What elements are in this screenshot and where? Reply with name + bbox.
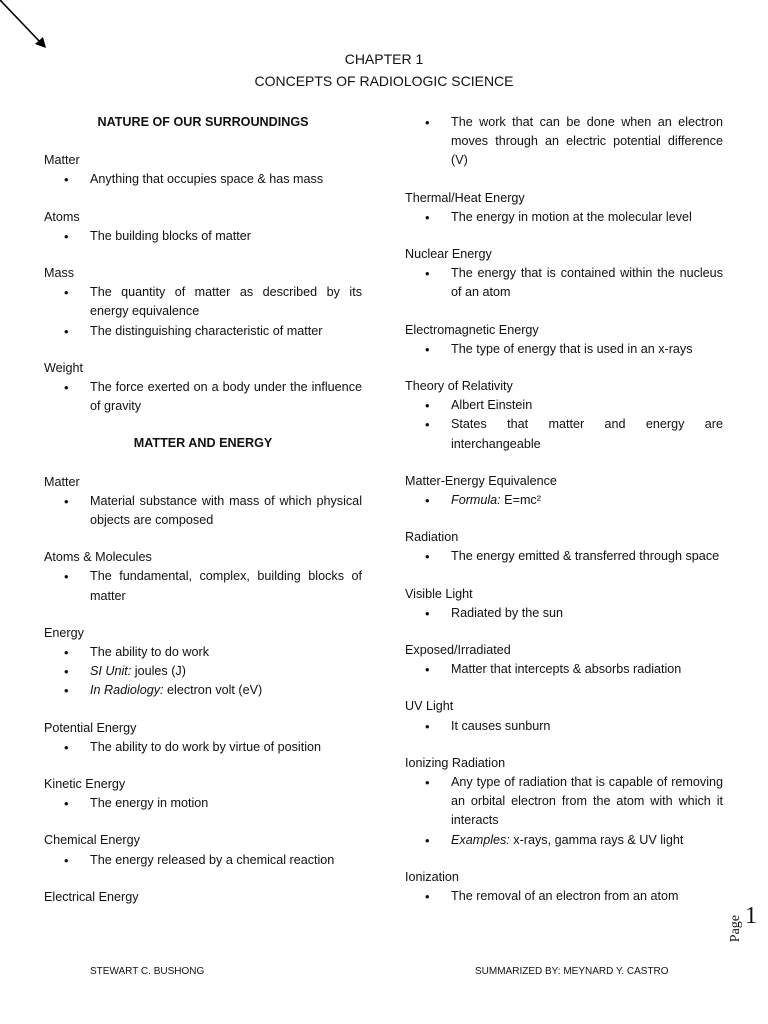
footer-author: STEWART C. BUSHONG [90,966,205,977]
bullet: • Albert Einstein [405,396,723,415]
bullet: • It causes sunburn [405,717,723,736]
entry-matter-energy-equivalence [405,472,723,510]
term: Visible Light [405,586,473,601]
left-column [44,113,362,925]
bullet-label: In Radiology: [90,683,164,698]
bullet: • The building blocks of matter [44,227,362,246]
term: Ionizing Radiation [405,755,506,770]
entry-electrical-energy-cont [405,113,723,171]
bullet [44,681,362,700]
bullet: • The quantity of matter as described by its energy equivalence [44,283,362,321]
bullet-value: x-rays, gamma rays & UV light [509,832,684,847]
entry-visible-light [405,585,723,623]
bullet: • Material substance with mass of which physical objects are composed [44,492,362,530]
page-number-tag [730,905,768,955]
term: Kinetic Energy [44,777,126,792]
bullet: • Anything that occupies space & has mass [44,170,362,189]
term: UV Light [405,699,454,714]
page-word: Page [728,914,744,943]
entry-matter-2 [44,473,362,531]
entry-thermal-energy [405,189,723,227]
bullet: • Matter that intercepts & absorbs radiation [405,660,723,679]
bullet-label: Examples: [451,832,510,847]
term: Mass [44,266,75,281]
bullet: • The energy emitted & transferred through space [405,547,723,566]
entry-potential-energy [44,719,362,757]
bullet: • The fundamental, complex, building blocks of matter [44,567,362,605]
term: Weight [44,360,83,375]
section-title-surroundings: NATURE OF OUR SURROUNDINGS [97,115,309,129]
bullet: • The ability to do work [44,643,362,662]
term: Matter [44,474,80,489]
bullet: • Radiated by the sun [405,604,723,623]
entry-kinetic-energy [44,775,362,813]
entry-ionization [405,868,723,906]
term: Ionization [405,869,459,884]
entry-energy [44,624,362,701]
term: Atoms [44,209,80,224]
entry-theory-of-relativity [405,377,723,454]
footer-summarized-by: SUMMARIZED BY: MEYNARD Y. CASTRO [475,966,669,977]
bullet: • The energy in motion at the molecular level [405,208,723,227]
term: Energy [44,625,84,640]
page-number: 1 [745,903,757,929]
entry-ionizing-radiation [405,754,723,850]
bullet: • The energy in motion [44,794,362,813]
bullet: • The work that can be done when an electron moves through an electric potential difference (V) [405,113,723,171]
bullet-value: electron volt (eV) [163,683,263,698]
bullet-label: Formula: [451,493,501,508]
bullet: • The ability to do work by virtue of position [44,738,362,757]
entry-electrical-energy [44,888,362,907]
term: Atoms & Molecules [44,550,152,565]
bullet: • States that matter and energy are interchangeable [405,415,723,453]
term: Electrical Energy [44,889,139,904]
entry-exposed-irradiated [405,641,723,679]
bullet: • The distinguishing characteristic of matter [44,322,362,341]
chapter-title: CONCEPTS OF RADIOLOGIC SCIENCE [254,73,514,89]
bullet: • The force exerted on a body under the influence of gravity [44,378,362,416]
term: Theory of Relativity [405,379,513,394]
entry-atoms [44,208,362,246]
entry-electromagnetic-energy [405,321,723,359]
chapter-label: CHAPTER 1 [344,51,424,67]
term: Chemical Energy [44,833,140,848]
bullet: • The removal of an electron from an atom [405,887,723,906]
bullet: • The energy that is contained within the nucleus of an atom [405,264,723,302]
document-header [0,48,768,92]
term: Matter-Energy Equivalence [405,473,557,488]
section-title-matter-energy: MATTER AND ENERGY [133,436,273,451]
entry-matter [44,151,362,189]
term: Nuclear Energy [405,247,492,262]
term: Thermal/Heat Energy [405,190,525,205]
entry-weight [44,359,362,417]
entry-mass [44,264,362,341]
bullet [44,662,362,681]
bullet: • Any type of radiation that is capable of removing an orbital electron from the atom with which it interacts [405,773,723,831]
right-column [405,113,723,924]
entry-nuclear-energy [405,245,723,303]
bullet-label: SI Unit: [90,664,132,679]
bullet [405,491,723,510]
bullet-value: joules (J) [131,664,186,679]
bullet: • The energy released by a chemical reaction [44,851,362,870]
entry-chemical-energy [44,831,362,869]
arrow-icon [0,0,50,50]
term: Radiation [405,530,459,545]
entry-radiation [405,528,723,566]
term: Matter [44,153,80,168]
entry-uv-light [405,697,723,735]
bullet-value: E=mc² [500,493,541,508]
bullet: • The type of energy that is used in an x-rays [405,340,723,359]
entry-atoms-molecules [44,548,362,606]
bullet [405,831,723,850]
term: Potential Energy [44,720,137,735]
term: Exposed/Irradiated [405,643,511,658]
term: Electromagnetic Energy [405,322,539,337]
